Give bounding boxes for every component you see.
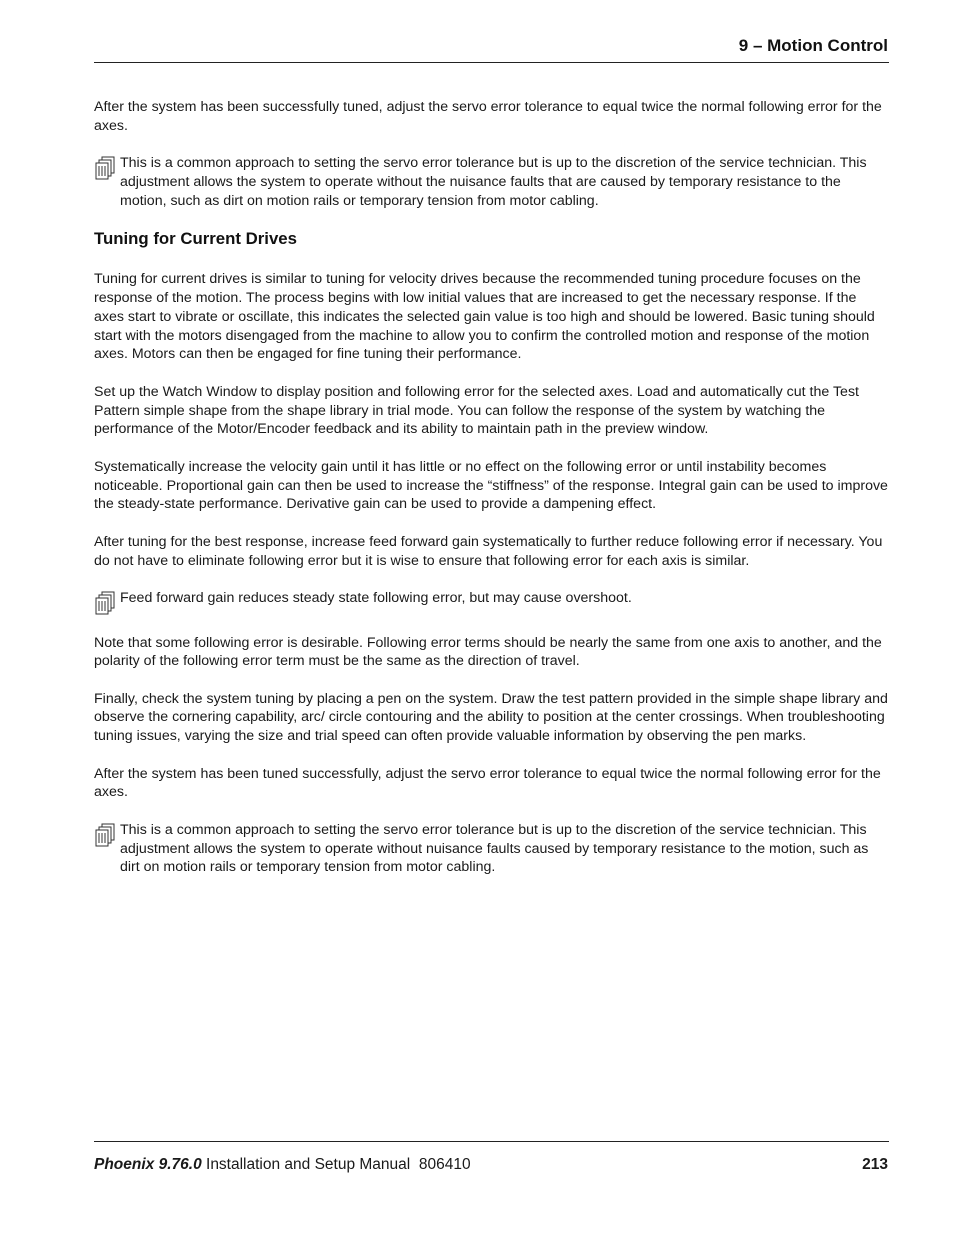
- chapter-title: 9 – Motion Control: [738, 36, 888, 55]
- paragraph-tuned-tolerance-2: After the system has been tuned successfully, adjust the servo error tolerance to equal twice the normal following error for the axes.: [94, 765, 881, 801]
- note-servo-tolerance: [94, 154, 889, 210]
- section-heading-current-drives: Tuning for Current Drives: [94, 229, 297, 249]
- note-text: This is a common approach to setting the servo error tolerance but is up to the discretion of the service technician. This adjustment allows the system to operate without nuisance faults caused by temporary resistance to the motion, such as dirt on motion rails or temporary tension from motor cabling.: [120, 821, 869, 876]
- note-pages-icon: [94, 589, 120, 615]
- header-divider: [94, 62, 889, 63]
- paragraph-pen-test: Finally, check the system tuning by placing a pen on the system. Draw the test pattern provided in the simple shape library and observe the cornering capability, arc/ circle contouring and the ability to position at the center crossings. When troubleshooting tuning issues, varying the size and trial speed can often provide valuable information by observing the pen marks.: [94, 690, 888, 745]
- paragraph-feed-forward: After tuning for the best response, increase feed forward gain systematically to further reduce following error if necessary. You do not have to eliminate following error but it is wise to ensure that following error for each axis is similar.: [94, 533, 883, 569]
- note-text: Feed forward gain reduces steady state following error, but may cause overshoot.: [120, 589, 632, 606]
- footer-product-name: Phoenix 9.76.0: [94, 1156, 202, 1173]
- page-number: 213: [862, 1156, 888, 1173]
- footer-manual-info: [94, 1156, 471, 1174]
- footer-divider: [94, 1141, 889, 1142]
- paragraph-tuned-tolerance: After the system has been successfully tuned, adjust the servo error tolerance to equal twice the normal following error for the axes.: [94, 99, 882, 134]
- paragraph-velocity-gain: Systematically increase the velocity gain until it has little or no effect on the following error or until instability becomes noticeable. Proportional gain can then be used to increase the “stiffness” of the response. Integral gain can be used to improve the steady-state performance. Derivative gain can be used to provide a dampening effect.: [94, 458, 888, 513]
- paragraph-following-error: Note that some following error is desirable. Following error terms should be nearly the same from one axis to another, and the polarity of the following error term must be the same as the direction of travel.: [94, 634, 882, 670]
- note-servo-tolerance-2: [94, 821, 889, 877]
- paragraph-watch-window: Set up the Watch Window to display position and following error for the selected axes. Load and automatically cut the Test Pattern simple shape from the shape library in trial mode. You can follow the response of the system by watching the performance of the Motor/Encoder feedback and its ability to maintain path in the preview window.: [94, 383, 859, 438]
- note-text: This is a common approach to setting the servo error tolerance but is up to the discretion of the service technician. This adjustment allows the system to operate without the nuisance faults that are caused by temporary resistance to the motion, such as dirt on motion rails or temporary tension from motor cabling.: [120, 155, 867, 209]
- footer-manual-title: Installation and Setup Manual 806410: [201, 1156, 471, 1173]
- note-feed-forward: [94, 589, 889, 615]
- paragraph-current-drives-intro: Tuning for current drives is similar to tuning for velocity drives because the recommended tuning procedure focuses on the response of the motion. The process begins with low initial values that are increased to get the necessary response. If the axes start to vibrate or oscillate, this indicates the selected gain value is too high and should be lowered. Basic tuning should start with the motors disengaged from the machine to allow you to confirm the controlled motion and response of the motion axes. Motors can then be engaged for fine tuning their performance.: [94, 271, 875, 363]
- note-pages-icon: [94, 154, 120, 180]
- page-content: [94, 98, 889, 896]
- note-pages-icon: [94, 821, 120, 847]
